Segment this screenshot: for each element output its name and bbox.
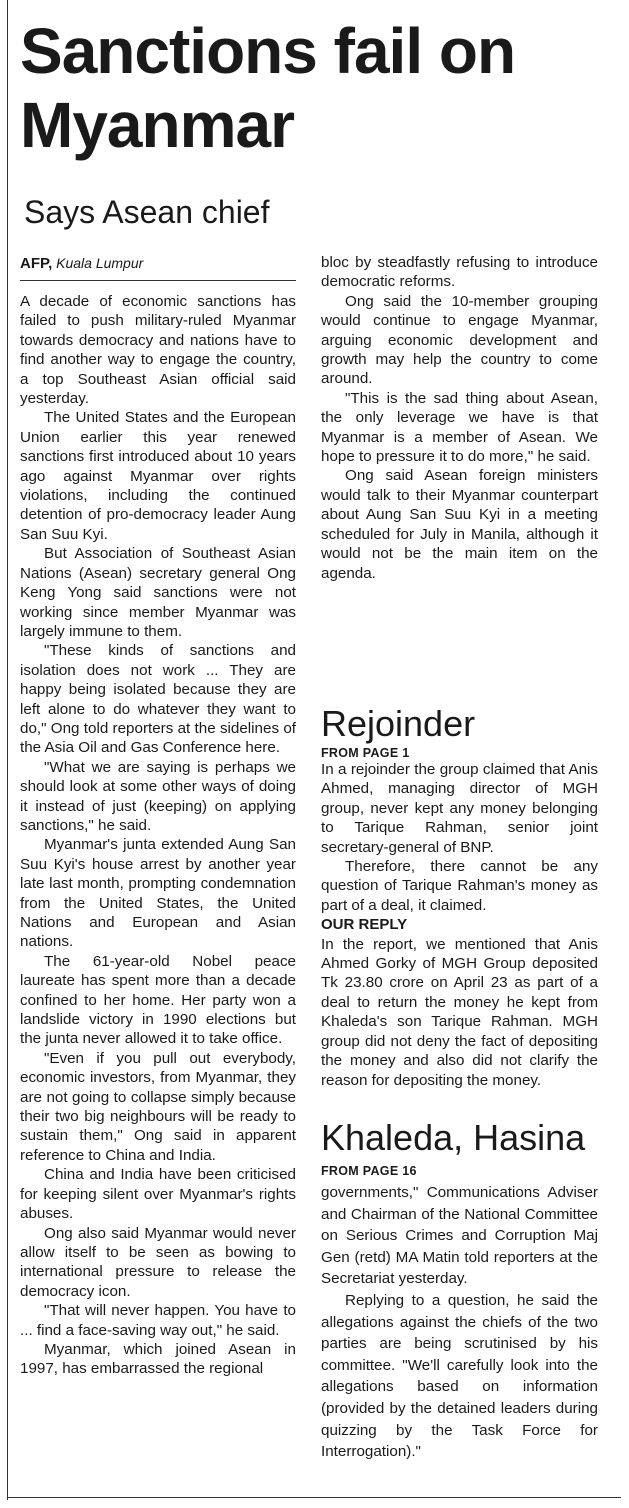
article-paragraph: China and India have been criticised for keeping silent over Myanmar's rights abuses. — [20, 1166, 296, 1223]
article-paragraph: A decade of economic sanctions has failed to push military-ruled Myanmar towards democracy and nations have to find another way to engage the country, a top Southeast Asian official said yesterday. — [20, 293, 296, 408]
article-paragraph: Myanmar, which joined Asean in 1997, has embarrassed the regional — [20, 1340, 296, 1378]
khaleda-section — [321, 1164, 598, 1463]
article-column-2 — [321, 253, 598, 583]
article-column-1 — [20, 292, 296, 1379]
article-paragraph: Ong said the 10-member grouping would continue to engage Myanmar, arguing economic development and growth may help the country to come around. — [321, 292, 598, 388]
headline: Sanctions fail on Myanmar — [20, 15, 516, 161]
article-paragraph: "What we are saying is perhaps we should look at some other ways of doing it instead of just (keeping) on applying sanctions," he said. — [20, 758, 296, 834]
bottom-rule — [7, 1497, 621, 1498]
article-paragraph: Ong said Asean foreign ministers would talk to their Myanmar counterpart about Aung San Suu Kyi in a meeting scheduled for July in Manila, although it would not be the main item on the agenda. — [321, 467, 598, 582]
rejoinder-paragraph: In the report, we mentioned that Anis Ahmed Gorky of MGH Group deposited Tk 23.80 crore on April 23 as part of a deal to return the money he kept from Khaleda's son Tarique Rahman. MGH group did not deny the fact of depositing the money and also did not clarify the reason for depositing the money. — [321, 935, 598, 1089]
article-paragraph: "Even if you pull out everybody, economic investors, from Myanmar, they are not going to collapse simply because their two big neighbours will be ready to sustain them," Ong said in apparent reference to China and India. — [20, 1049, 296, 1164]
rejoinder-kicker: FROM PAGE 1 — [321, 746, 410, 760]
article-paragraph: bloc by steadfastly refusing to introduce democratic reforms. — [321, 254, 598, 291]
byline — [20, 255, 296, 272]
byline-agency: AFP, — [20, 255, 53, 272]
article-paragraph: Myanmar's junta extended Aung San Suu Kyi's house arrest by another year late last month, prompting condemnation from the United States, the United Nations and European and Asian nations. — [20, 836, 296, 951]
rejoinder-heading: Rejoinder — [321, 703, 476, 744]
rejoinder-section — [321, 746, 598, 1090]
khaleda-heading: Khaleda, Hasina — [321, 1117, 586, 1158]
our-reply-subhead: OUR REPLY — [321, 916, 408, 934]
article-paragraph: "This is the sad thing about Asean, the only leverage we have is that Myanmar is a member of Asean. We hope to pressure it to do more," he said. — [321, 389, 598, 466]
column-rule-left — [7, 0, 8, 1500]
article-paragraph: But Association of Southeast Asian Nations (Asean) secretary general Ong Keng Yong said sanctions were not working since member Myanmar was largely immune to them. — [20, 545, 296, 640]
article-paragraph: "That will never happen. You have to ... find a face-saving way out," he said. — [20, 1302, 296, 1339]
article-paragraph: The 61-year-old Nobel peace laureate has spent more than a decade confined to her home. Her party won a landslide victory in 1990 elections but the junta never allowed it to take office. — [20, 952, 296, 1048]
byline-rule — [20, 280, 296, 281]
khaleda-paragraph: Replying to a question, he said the allegations against the chiefs of the two parties are being scrutinised by his committee. "We'll carefully look into the allegations based on information (provided by the detained leaders during quizzing by the Task Force for Interrogation)." — [321, 1291, 598, 1461]
article-paragraph: "These kinds of sanctions and isolation does not work ... They are happy being isolated because they are left alone to do whatever they want to do," Ong told reporters at the sidelines of the Asia Oil and Gas Conference here. — [20, 642, 296, 757]
article-paragraph: Ong also said Myanmar would never allow itself to be seen as bowing to international pressure to release the democracy icon. — [20, 1224, 296, 1300]
khaleda-kicker: FROM PAGE 16 — [321, 1164, 417, 1178]
rejoinder-paragraph: Therefore, there cannot be any question of Tarique Rahman's money as part of a deal, it claimed. — [321, 858, 598, 914]
khaleda-paragraph: governments," Communications Adviser and Chairman of the National Committee on Serious Crimes and Corruption Maj Gen (retd) MA Matin told reporters at the Secretariat yesterday. — [321, 1184, 598, 1288]
rejoinder-paragraph: In a rejoinder the group claimed that Anis Ahmed, managing director of MGH group, never kept any money belonging to Tarique Rahman, senior joint secretary-general of BNP. — [321, 761, 598, 856]
deck: Says Asean chief — [24, 194, 270, 230]
byline-place: Kuala Lumpur — [56, 255, 144, 271]
article-paragraph: The United States and the European Union earlier this year renewed sanctions first introduced about 10 years ago against Myanmar over rights violations, including the continued detention of pro-democracy leader Aung San Suu Kyi. — [20, 409, 296, 543]
